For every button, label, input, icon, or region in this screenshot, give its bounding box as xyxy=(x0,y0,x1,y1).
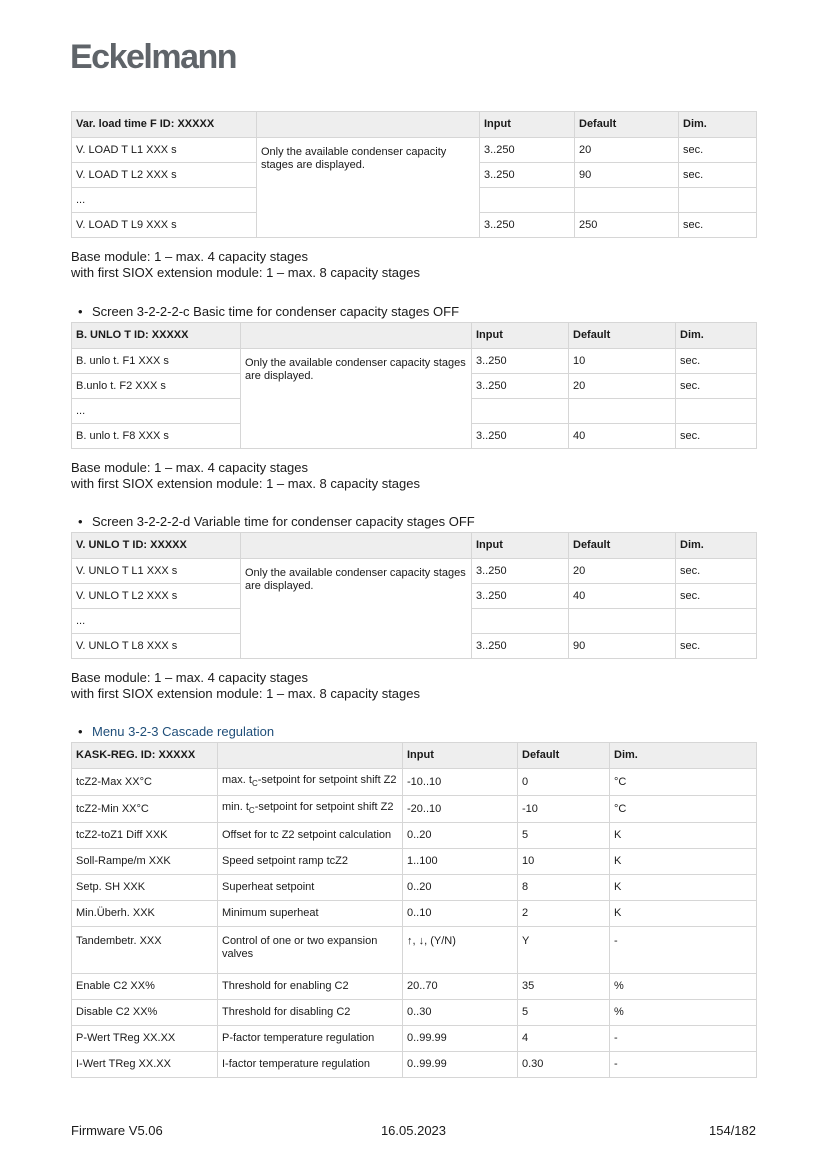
header-default: Default xyxy=(569,533,676,559)
table-row xyxy=(72,823,757,849)
param-dim: K xyxy=(610,875,757,901)
basic-unload-time-section xyxy=(71,304,756,492)
header-id: Var. load time F ID: XXXXX xyxy=(72,112,257,138)
table-row xyxy=(72,849,757,875)
param-description: P-factor temperature regulation xyxy=(218,1026,403,1052)
table-row xyxy=(72,1000,757,1026)
note-line-1: Base module: 1 – max. 4 capacity stages xyxy=(71,249,309,264)
header-desc xyxy=(241,323,472,349)
param-input xyxy=(480,188,575,213)
header-desc xyxy=(257,112,480,138)
param-default: 250 xyxy=(575,213,679,238)
header-input: Input xyxy=(472,533,569,559)
param-dim: sec. xyxy=(679,138,757,163)
param-input: 3..250 xyxy=(472,559,569,584)
cascade-regulation-table xyxy=(71,742,757,1078)
desc-subscript: C xyxy=(248,806,255,816)
desc-prefix: min. t xyxy=(222,800,249,813)
param-default: 8 xyxy=(518,875,610,901)
header-id: B. UNLO T ID: XXXXX xyxy=(72,323,241,349)
param-dim: K xyxy=(610,849,757,875)
param-default: 2 xyxy=(518,901,610,927)
param-input: ↑, ↓, (Y/N) xyxy=(403,927,518,974)
param-default: 0.30 xyxy=(518,1052,610,1078)
param-description: Only the available condenser capacity stages are displayed. xyxy=(241,349,472,449)
param-name: ... xyxy=(72,609,241,634)
param-dim: sec. xyxy=(679,163,757,188)
param-name: Disable C2 XX% xyxy=(72,1000,218,1026)
param-dim xyxy=(676,609,757,634)
param-default: 5 xyxy=(518,1000,610,1026)
section-title: Screen 3-2-2-2-d Variable time for condenser capacity stages OFF xyxy=(92,514,475,529)
section-heading xyxy=(71,724,756,740)
param-default: 35 xyxy=(518,974,610,1000)
var-load-time-table xyxy=(71,111,757,238)
bullet-icon: • xyxy=(78,514,83,529)
param-dim: sec. xyxy=(676,374,757,399)
desc-prefix: max. t xyxy=(222,773,252,786)
section-heading xyxy=(71,304,756,320)
param-input: 0..20 xyxy=(403,875,518,901)
desc-suffix: -setpoint for setpoint shift Z2 xyxy=(257,773,397,786)
param-description: I-factor temperature regulation xyxy=(218,1052,403,1078)
param-default: 20 xyxy=(569,559,676,584)
header-input: Input xyxy=(480,112,575,138)
param-dim: sec. xyxy=(679,213,757,238)
table-row xyxy=(72,974,757,1000)
param-default xyxy=(569,399,676,424)
param-default: 10 xyxy=(518,849,610,875)
param-name: V. UNLO T L2 XXX s xyxy=(72,584,241,609)
param-dim: - xyxy=(610,1052,757,1078)
param-name: tcZ2-toZ1 Diff XXK xyxy=(72,823,218,849)
table-header-row xyxy=(72,323,757,349)
param-input: 0..30 xyxy=(403,1000,518,1026)
param-description: Threshold for disabling C2 xyxy=(218,1000,403,1026)
param-input: 3..250 xyxy=(480,138,575,163)
param-input: 3..250 xyxy=(480,163,575,188)
var-load-time-section xyxy=(71,111,756,281)
param-name: B. unlo t. F1 XXX s xyxy=(72,349,241,374)
param-dim xyxy=(676,399,757,424)
page-footer xyxy=(71,1122,756,1140)
param-dim xyxy=(679,188,757,213)
table-header-row xyxy=(72,112,757,138)
param-name: ... xyxy=(72,399,241,424)
header-desc xyxy=(241,533,472,559)
note-line-1: Base module: 1 – max. 4 capacity stages xyxy=(71,460,309,475)
param-name: tcZ2-Min XX°C xyxy=(72,796,218,823)
table-row xyxy=(72,1052,757,1078)
param-default: 90 xyxy=(575,163,679,188)
param-name: Tandembetr. XXX xyxy=(72,927,218,974)
param-description: Offset for tc Z2 setpoint calculation xyxy=(218,823,403,849)
param-input: 0..99.99 xyxy=(403,1026,518,1052)
param-description: Superheat setpoint xyxy=(218,875,403,901)
table-row xyxy=(72,927,757,974)
param-dim: sec. xyxy=(676,584,757,609)
param-default: 20 xyxy=(569,374,676,399)
table-row xyxy=(72,559,757,584)
param-dim: sec. xyxy=(676,634,757,659)
desc-suffix: -setpoint for setpoint shift Z2 xyxy=(254,800,394,813)
param-input: -10..10 xyxy=(403,769,518,796)
param-input: 3..250 xyxy=(472,634,569,659)
header-default: Default xyxy=(569,323,676,349)
eckelmann-logo: Eckelmann xyxy=(70,38,237,76)
section-title: Screen 3-2-2-2-c Basic time for condenser capacity stages OFF xyxy=(92,304,460,319)
note-line-2: with first SIOX extension module: 1 – max. 8 capacity stages xyxy=(71,476,420,491)
param-dim: - xyxy=(610,927,757,974)
param-default: 90 xyxy=(569,634,676,659)
note-line-2: with first SIOX extension module: 1 – max. 8 capacity stages xyxy=(71,686,420,701)
param-name: Setp. SH XXK xyxy=(72,875,218,901)
variable-unload-time-section xyxy=(71,514,756,702)
param-name: ... xyxy=(72,188,257,213)
capacity-note xyxy=(71,460,756,492)
param-name: V. LOAD T L2 XXX s xyxy=(72,163,257,188)
param-name: P-Wert TReg XX.XX xyxy=(72,1026,218,1052)
param-input: 3..250 xyxy=(480,213,575,238)
param-default: 10 xyxy=(569,349,676,374)
cascade-regulation-section xyxy=(71,724,756,1078)
header-default: Default xyxy=(518,743,610,769)
table-row xyxy=(72,138,757,163)
param-name: Enable C2 XX% xyxy=(72,974,218,1000)
param-dim: sec. xyxy=(676,424,757,449)
param-dim: sec. xyxy=(676,559,757,584)
basic-unload-time-table xyxy=(71,322,757,449)
capacity-note xyxy=(71,249,756,281)
param-dim: K xyxy=(610,901,757,927)
table-header-row xyxy=(72,743,757,769)
param-dim: % xyxy=(610,974,757,1000)
header-input: Input xyxy=(472,323,569,349)
param-name: Min.Überh. XXK xyxy=(72,901,218,927)
param-dim: - xyxy=(610,1026,757,1052)
table-row xyxy=(72,796,757,823)
section-title-link[interactable]: Menu 3-2-3 Cascade regulation xyxy=(92,724,275,739)
param-default: 5 xyxy=(518,823,610,849)
param-input: 3..250 xyxy=(472,424,569,449)
header-dim: Dim. xyxy=(610,743,757,769)
param-dim: % xyxy=(610,1000,757,1026)
param-name: tcZ2-Max XX°C xyxy=(72,769,218,796)
header-default: Default xyxy=(575,112,679,138)
table-header-row xyxy=(72,533,757,559)
param-input: 3..250 xyxy=(472,584,569,609)
bullet-icon: • xyxy=(78,304,83,319)
param-description: Only the available condenser capacity stages are displayed. xyxy=(257,138,480,238)
param-dim: °C xyxy=(610,769,757,796)
param-default: 20 xyxy=(575,138,679,163)
param-dim: K xyxy=(610,823,757,849)
param-description xyxy=(218,769,403,796)
note-line-1: Base module: 1 – max. 4 capacity stages xyxy=(71,670,309,685)
header-desc xyxy=(218,743,403,769)
param-name: B.unlo t. F2 XXX s xyxy=(72,374,241,399)
param-description xyxy=(218,796,403,823)
variable-unload-time-table xyxy=(71,532,757,659)
param-dim: °C xyxy=(610,796,757,823)
param-name: V. UNLO T L8 XXX s xyxy=(72,634,241,659)
page-number: 154/182 xyxy=(709,1123,756,1138)
param-dim: sec. xyxy=(676,349,757,374)
header-input: Input xyxy=(403,743,518,769)
param-input xyxy=(472,399,569,424)
desc-subscript: C xyxy=(251,779,258,789)
firmware-version: Firmware V5.06 xyxy=(71,1123,163,1138)
param-default: 0 xyxy=(518,769,610,796)
param-input: 0..10 xyxy=(403,901,518,927)
param-name: V. LOAD T L1 XXX s xyxy=(72,138,257,163)
param-default: 40 xyxy=(569,584,676,609)
param-description: Control of one or two expansion valves xyxy=(218,927,403,974)
header-id: KASK-REG. ID: XXXXX xyxy=(72,743,218,769)
section-heading xyxy=(71,514,756,530)
param-default: Y xyxy=(518,927,610,974)
param-input xyxy=(472,609,569,634)
param-input: 20..70 xyxy=(403,974,518,1000)
param-default: 4 xyxy=(518,1026,610,1052)
table-row xyxy=(72,1026,757,1052)
param-input: 3..250 xyxy=(472,374,569,399)
bullet-icon: • xyxy=(78,724,83,739)
table-row xyxy=(72,875,757,901)
document-date: 16.05.2023 xyxy=(380,1123,447,1138)
header-dim: Dim. xyxy=(679,112,757,138)
header-id: V. UNLO T ID: XXXXX xyxy=(72,533,241,559)
header-dim: Dim. xyxy=(676,323,757,349)
table-row xyxy=(72,769,757,796)
param-input: 3..250 xyxy=(472,349,569,374)
param-description: Speed setpoint ramp tcZ2 xyxy=(218,849,403,875)
param-name: B. unlo t. F8 XXX s xyxy=(72,424,241,449)
param-default xyxy=(575,188,679,213)
param-default: 40 xyxy=(569,424,676,449)
param-input: 1..100 xyxy=(403,849,518,875)
param-input: -20..10 xyxy=(403,796,518,823)
param-description: Threshold for enabling C2 xyxy=(218,974,403,1000)
table-row xyxy=(72,349,757,374)
param-description: Only the available condenser capacity stages are displayed. xyxy=(241,559,472,659)
note-line-2: with first SIOX extension module: 1 – max. 8 capacity stages xyxy=(71,265,420,280)
table-row xyxy=(72,901,757,927)
param-default: -10 xyxy=(518,796,610,823)
param-name: V. LOAD T L9 XXX s xyxy=(72,213,257,238)
param-name: V. UNLO T L1 XXX s xyxy=(72,559,241,584)
param-name: Soll-Rampe/m XXK xyxy=(72,849,218,875)
param-default xyxy=(569,609,676,634)
param-input: 0..20 xyxy=(403,823,518,849)
param-description: Minimum superheat xyxy=(218,901,403,927)
param-input: 0..99.99 xyxy=(403,1052,518,1078)
param-name: I-Wert TReg XX.XX xyxy=(72,1052,218,1078)
header-dim: Dim. xyxy=(676,533,757,559)
capacity-note xyxy=(71,670,756,702)
